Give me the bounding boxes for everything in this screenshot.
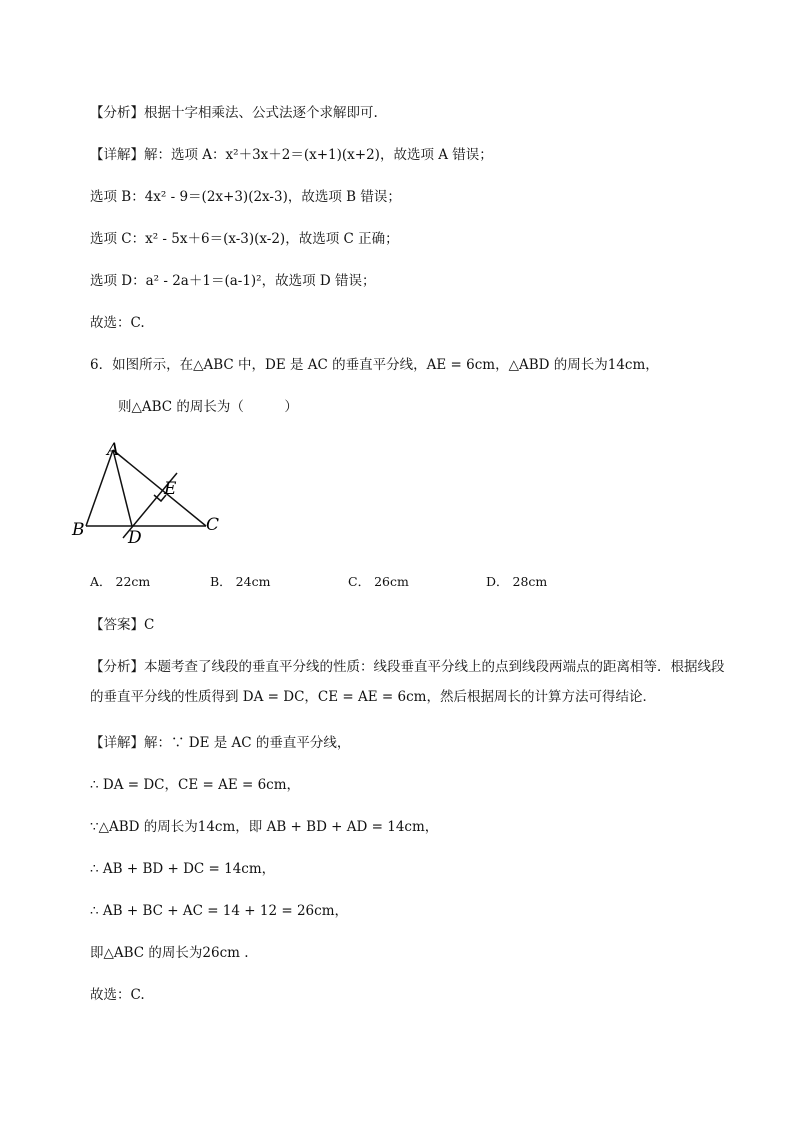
solution-detail-a: 【详解】解：选项 A：x²＋3x＋2＝(x+1)(x+2)，故选项 A 错误； <box>90 147 493 163</box>
option-value: 24cm <box>235 574 271 589</box>
segment-ac <box>113 450 206 526</box>
step-line: ∴ AB + BC + AC = 14 + 12 = 26cm， <box>90 903 348 919</box>
step-line: ∴ AB + BD + DC = 14cm， <box>90 861 276 877</box>
option-value: 26cm <box>374 574 409 589</box>
solution-analysis: 【分析】根据十字相乘法、公式法逐个求解即可. <box>90 105 378 121</box>
answer-line: 【答案】C <box>90 617 155 633</box>
option-value: 28cm <box>512 574 548 589</box>
question-stem-continued: 则△ABC 的周长为（ ） <box>118 399 298 415</box>
option-d <box>486 572 547 590</box>
vertex-label-b: B <box>72 520 85 540</box>
option-label: D． <box>486 574 509 589</box>
option-b <box>210 572 270 590</box>
segment-ab <box>86 450 113 526</box>
option-label: C． <box>348 574 371 589</box>
option-label: A． <box>90 574 112 589</box>
option-a <box>90 572 150 590</box>
analysis-paragraph: 【分析】本题考查了线段的垂直平分线的性质：线段垂直平分线上的点到线段两端点的距离相等．根据线段的垂直平分线的性质得到 DA = DC，CE = AE = 6cm，然后根据周长的计算方法可得结论． <box>90 659 725 705</box>
step-line: 【详解】解：∵ DE 是 AC 的垂直平分线， <box>90 735 351 751</box>
option-value: 22cm <box>115 574 151 589</box>
step-line: ∵△ABD 的周长为14cm，即 AB + BD + AD = 14cm， <box>90 819 439 835</box>
step-line: 故选：C. <box>90 987 145 1003</box>
point-label-d: D <box>128 528 142 548</box>
segment-ad <box>113 450 132 526</box>
point-label-e: E <box>164 479 177 499</box>
triangle-figure <box>66 440 236 550</box>
step-line: 即△ABC 的周长为26cm . <box>90 945 249 961</box>
step-line: ∴ DA = DC，CE = AE = 6cm， <box>90 777 301 793</box>
option-label: B． <box>210 574 232 589</box>
vertex-label-a: A <box>107 440 120 460</box>
vertex-label-c: C <box>206 515 220 535</box>
solution-option-d: 选项 D：a² - 2a＋1＝(a-1)²，故选项 D 错误； <box>90 273 376 289</box>
solution-option-b: 选项 B：4x² - 9＝(2x+3)(2x-3)，故选项 B 错误； <box>90 189 401 205</box>
question-stem: 6．如图所示，在△ABC 中，DE 是 AC 的垂直平分线，AE = 6cm，△ABD 的周长为14cm， <box>90 357 659 373</box>
solution-option-c: 选项 C：x² - 5x＋6＝(x-3)(x-2)，故选项 C 正确； <box>90 231 399 247</box>
option-c <box>348 572 409 590</box>
solution-conclusion: 故选：C. <box>90 315 145 331</box>
